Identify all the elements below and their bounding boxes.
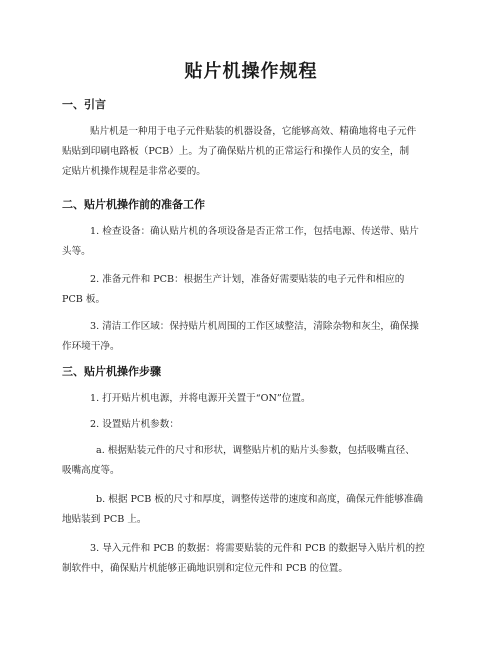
paragraph-line: PCB 板。 [62, 294, 106, 305]
section-heading-preparation: 二、贴片机操作前的准备工作 [62, 198, 205, 211]
paragraph-step-2a [62, 441, 452, 481]
paragraph-step-2b [62, 490, 452, 530]
paragraph-line: 吸嘴高度等。 [62, 465, 120, 476]
paragraph-step-3 [62, 539, 452, 579]
paragraph-line: 作环境干净。 [62, 341, 120, 352]
paragraph-line: 制软件中，确保贴片机能够正确地识别和定位元件和 PCB 的位置。 [62, 563, 348, 574]
paragraph-prep-1 [62, 222, 452, 262]
paragraph-step-1 [62, 389, 452, 409]
paragraph-intro [62, 122, 452, 182]
paragraph-line: 贴片机是一种用于电子元件贴装的机器设备，它能够高效、精确地将电子元件 [90, 126, 417, 137]
paragraph-prep-3 [62, 317, 452, 357]
section-heading-intro: 一、引言 [62, 98, 106, 111]
paragraph-line: 1. 检查设备：确认贴片机的各项设备是否正常工作，包括电源、传送带、贴片 [90, 226, 419, 237]
paragraph-line: b. 根据 PCB 板的尺寸和厚度，调整传送带的速度和高度，确保元件能够准确 [96, 494, 423, 505]
paragraph-line: 3. 清洁工作区域：保持贴片机周围的工作区域整洁，清除杂物和灰尘，确保操 [90, 321, 419, 332]
paragraph-prep-2 [62, 270, 452, 310]
paragraph-line: 1. 打开贴片机电源，并将电源开关置于“ON”位置。 [90, 393, 311, 404]
paragraph-line: 3. 导入元件和 PCB 的数据：将需要贴装的元件和 PCB 的数据导入贴片机的控 [90, 543, 425, 554]
section-heading-steps: 三、贴片机操作步骤 [62, 365, 161, 378]
paragraph-line: 地贴装到 PCB 上。 [62, 514, 147, 525]
paragraph-line: 贴贴到印刷电路板（PCB）上。为了确保贴片机的正常运行和操作人员的安全，制 [62, 146, 410, 157]
paragraph-line: 2. 设置贴片机参数： [90, 419, 179, 430]
paragraph-step-2 [62, 415, 452, 435]
paragraph-line: a. 根据贴装元件的尺寸和形状，调整贴片机的贴片头参数，包括吸嘴直径、 [96, 445, 415, 456]
paragraph-line: 定贴片机操作规程是非常必要的。 [62, 166, 206, 177]
document-title: 贴片机操作规程 [184, 61, 318, 82]
paragraph-line: 头等。 [62, 246, 91, 257]
paragraph-line: 2. 准备元件和 PCB：根据生产计划，准备好需要贴装的电子元件和相应的 [90, 274, 405, 285]
